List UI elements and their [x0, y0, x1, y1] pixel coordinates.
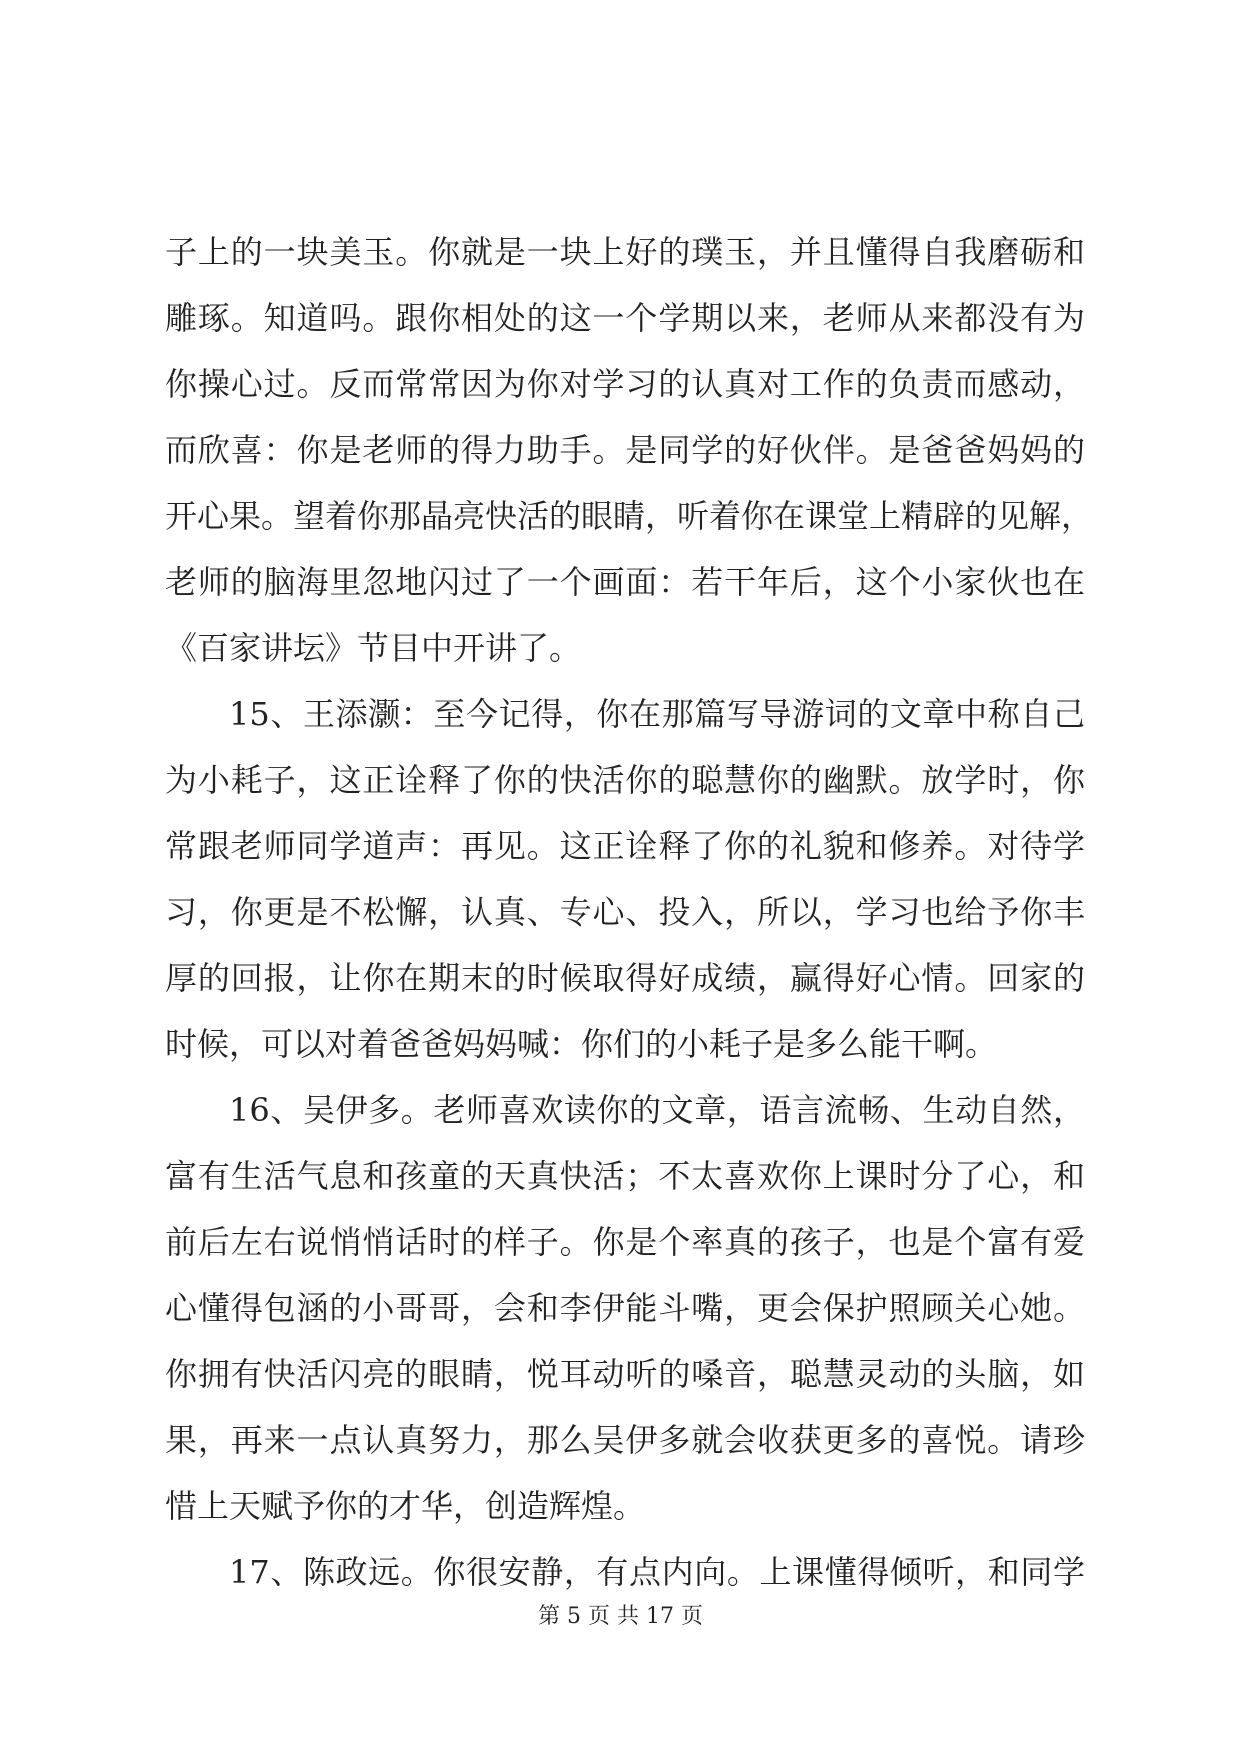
paragraph-16-start: 16、吴伊多。老师喜欢读你的文章，语言流畅、生动自然， [229, 1091, 1085, 1129]
text-line: 心懂得包涵的小哥哥，会和李伊能斗嘴，更会保护照顾关心她。 [165, 1289, 1085, 1327]
text-line: 《百家讲坛》节目中开讲了。 [165, 629, 582, 667]
text-line: 时候，可以对着爸爸妈妈喊：你们的小耗子是多么能干啊。 [165, 1025, 998, 1063]
text-line: 习，你更是不松懈，认真、专心、投入，所以，学习也给予你丰 [165, 893, 1085, 931]
text-line: 前后左右说悄悄话时的样子。你是个率真的孩子，也是个富有爱 [165, 1223, 1085, 1261]
page-number-footer: 第 5 页 共 17 页 [538, 1604, 703, 1629]
text-line: 而欣喜：你是老师的得力助手。是同学的好伙伴。是爸爸妈妈的 [165, 431, 1085, 469]
text-line: 厚的回报，让你在期末的时候取得好成绩，赢得好心情。回家的 [165, 959, 1085, 997]
text-line: 果，再来一点认真努力，那么吴伊多就会收获更多的喜悦。请珍 [165, 1421, 1085, 1459]
text-line: 常跟老师同学道声：再见。这正诠释了你的礼貌和修养。对待学 [165, 827, 1085, 865]
text-line: 老师的脑海里忽地闪过了一个画面：若干年后，这个小家伙也在 [165, 563, 1085, 601]
text-line: 子上的一块美玉。你就是一块上好的璞玉，并且懂得自我磨砺和 [165, 233, 1085, 271]
paragraph-17-start: 17、陈政远。你很安静，有点内向。上课懂得倾听，和同学 [229, 1553, 1085, 1591]
paragraph-15-start: 15、王添灏：至今记得，你在那篇写导游词的文章中称自己 [229, 695, 1085, 733]
text-line: 为小耗子，这正诠释了你的快活你的聪慧你的幽默。放学时，你 [165, 761, 1085, 799]
text-line: 开心果。望着你那晶亮快活的眼睛，听着你在课堂上精辟的见解， [165, 497, 1094, 535]
text-line: 你操心过。反而常常因为你对学习的认真对工作的负责而感动， [165, 365, 1085, 403]
text-line: 富有生活气息和孩童的天真快活；不太喜欢你上课时分了心，和 [165, 1157, 1085, 1195]
text-line: 雕琢。知道吗。跟你相处的这一个学期以来，老师从来都没有为 [165, 299, 1085, 337]
text-line: 你拥有快活闪亮的眼睛，悦耳动听的嗓音，聪慧灵动的头脑，如 [165, 1355, 1085, 1393]
text-line: 惜上天赋予你的才华，创造辉煌。 [165, 1487, 646, 1525]
